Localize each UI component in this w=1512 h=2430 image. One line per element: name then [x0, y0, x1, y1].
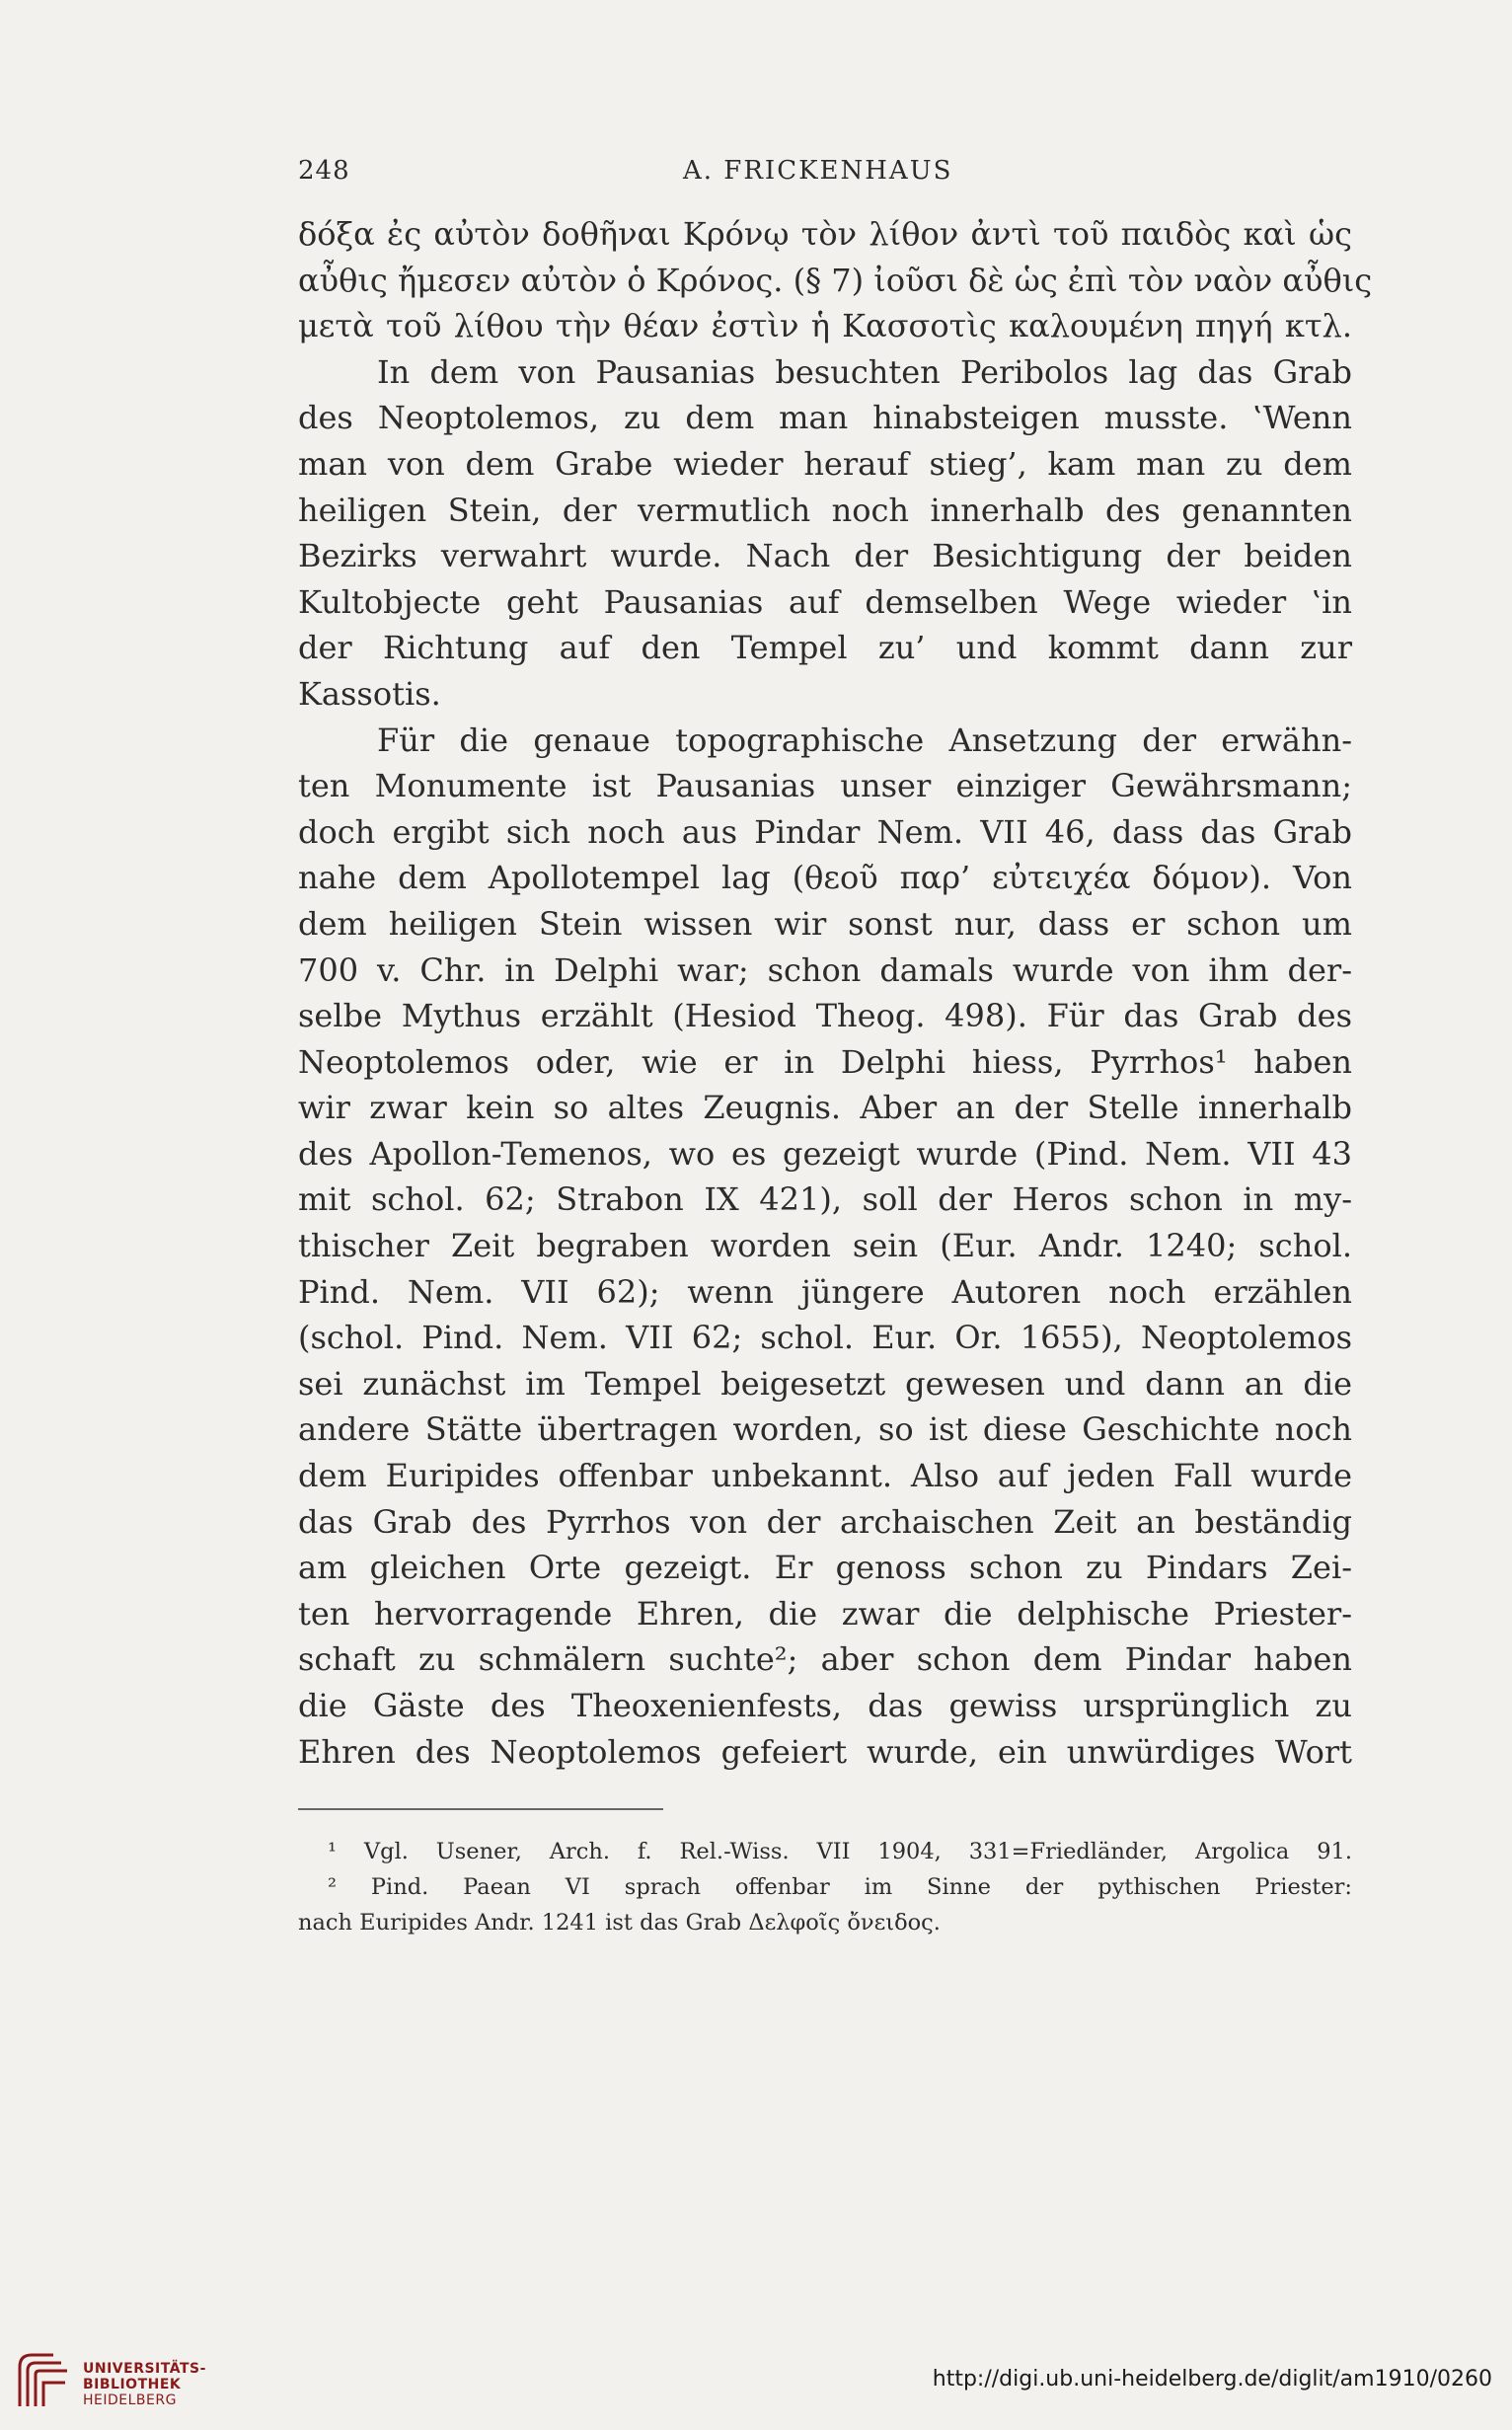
text-line: der Richtung auf den Tempel zu’ und kommt dann zur [298, 629, 1352, 667]
page-header [298, 156, 1354, 195]
footnote-divider [298, 1808, 663, 1810]
text-line: μετὰ τοῦ λίθου τὴν θέαν ἐστὶν ἡ Κασσοτὶς καλουμένη πηγή κτλ. [298, 307, 1352, 345]
text-line: thischer Zeit begraben worden sein (Eur. Andr. 1240; schol. [298, 1227, 1352, 1265]
footnote-line: nach Euripides Andr. 1241 ist das Grab Δελφοῖς ὄνειδος. [298, 1910, 941, 1936]
text-line: dem heiligen Stein wissen wir sonst nur, dass er schon um [298, 904, 1352, 943]
running-title: A. FRICKENHAUS [683, 156, 953, 186]
text-line: doch ergibt sich noch aus Pindar Nem. VII 46, dass das Grab [298, 812, 1352, 851]
footnotes [298, 1834, 1352, 1940]
text-line: andere Stätte übertragen worden, so ist diese Geschichte noch [298, 1410, 1352, 1449]
text-line: man von dem Grabe wieder herauf stieg’, kam man zu dem [298, 444, 1352, 483]
page-footer [0, 2345, 1512, 2430]
heidelberg-library-logo-icon [14, 2349, 71, 2410]
text-line: (schol. Pind. Nem. VII 62; schol. Eur. Or. 1655), Neoptolemos [298, 1319, 1352, 1357]
text-line: die Gäste des Theoxenienfests, das gewiss ursprünglich zu [298, 1687, 1352, 1724]
text-line: αὖθις ἤμεσεν αὐτὸν ὁ Κρόνος. (§ 7) ἰοῦσι δὲ ὡς ἐπὶ τὸν ναὸν αὖθις [298, 261, 1373, 299]
text-line: am gleichen Orte gezeigt. Er genoss schon zu Pindars Zei- [298, 1549, 1352, 1587]
footnote-line: ¹ Vgl. Usener, Arch. f. Rel.-Wiss. VII 1904, 331=Friedländer, Argolica 91. [328, 1839, 1352, 1864]
text-line: Pind. Nem. VII 62); wenn jüngere Autoren noch erzählen [298, 1272, 1352, 1311]
text-line: dem Euripides offenbar unbekannt. Also auf jeden Fall wurde [298, 1457, 1352, 1495]
text-line: das Grab des Pyrrhos von der archaischen Zeit an beständig [298, 1502, 1352, 1541]
text-line: δόξα ἐς αὐτὸν δοθῆναι Κρόνῳ τὸν λίθον ἀντὶ τοῦ παιδὸς καὶ ὡς [298, 215, 1352, 253]
body-text [298, 211, 1373, 1775]
text-line: Neoptolemos oder, wie er in Delphi hiess, Pyrrhos¹ haben [298, 1042, 1352, 1081]
library-name-line1: UNIVERSITÄTS- [83, 2361, 206, 2377]
text-line: Bezirks verwahrt wurde. Nach der Besichtigung der beiden [298, 537, 1352, 575]
text-line: ten hervorragende Ehren, die zwar die delphische Priester- [298, 1594, 1352, 1633]
text-line: des Neoptolemos, zu dem man hinabsteigen musste. ‛Wenn [298, 399, 1352, 437]
library-name-line3: HEIDELBERG [83, 2392, 177, 2408]
text-line: ten Monumente ist Pausanias unser einziger Gewährsmann; [298, 767, 1352, 805]
library-name-line2: BIBLIOTHEK [83, 2377, 182, 2392]
text-line: selbe Mythus erzählt (Hesiod Theog. 498). Für das Grab des [298, 997, 1352, 1035]
text-line: nahe dem Apollotempel lag (θεοῦ παρ’ εὐτειχέα δόμον). Von [298, 859, 1352, 897]
footnote-line: ² Pind. Paean VI sprach offenbar im Sinne der pythischen Priester: [328, 1874, 1352, 1900]
text-line: sei zunächst im Tempel beigesetzt gewesen und dann an die [298, 1364, 1352, 1403]
text-line: Für die genaue topographische Ansetzung der erwähn- [377, 721, 1352, 759]
text-line: 700 v. Chr. in Delphi war; schon damals wurde von ihm der- [298, 950, 1352, 989]
text-line: schaft zu schmälern suchte²; aber schon dem Pindar haben [298, 1640, 1352, 1679]
text-line: In dem von Pausanias besuchten Peribolos lag das Grab [377, 352, 1352, 391]
source-url-link[interactable]: http://digi.ub.uni-heidelberg.de/diglit/am1910/0260 [932, 2367, 1492, 2392]
text-line: Ehren des Neoptolemos gefeiert wurde, ein unwürdiges Wort [298, 1732, 1352, 1771]
library-name [83, 2361, 206, 2408]
text-line: Kultobjecte geht Pausanias auf demselben Wege wieder ‛in [298, 582, 1352, 621]
text-line: wir zwar kein so altes Zeugnis. Aber an der Stelle innerhalb [298, 1089, 1352, 1127]
text-line: des Apollon-Temenos, wo es gezeigt wurde (Pind. Nem. VII 43 [298, 1134, 1352, 1173]
text-line: mit schol. 62; Strabon IX 421), soll der Heros schon in my- [298, 1180, 1352, 1219]
page-number: 248 [298, 156, 350, 186]
text-line: Kassotis. [298, 674, 441, 713]
text-line: heiligen Stein, der vermutlich noch innerhalb des genannten [298, 491, 1352, 529]
